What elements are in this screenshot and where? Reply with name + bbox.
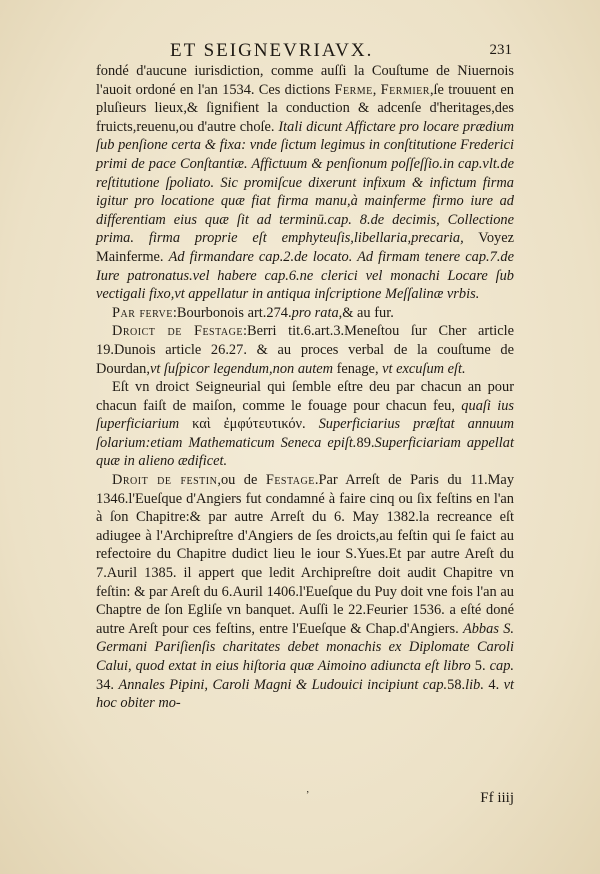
italic-run: cap. — [489, 658, 514, 674]
paragraph — [96, 378, 514, 471]
text-run: 4. — [483, 676, 504, 693]
paragraph — [96, 322, 514, 378]
text-run: Eſt vn droict Seigneurial qui ſemble eſtre deu par chacun an pour chacun faiſt de maiſon, comme le fouage pour chacun feu, — [96, 379, 514, 414]
text-run: 5. — [470, 658, 490, 674]
body-text — [96, 62, 514, 713]
text-run: :Berri tit.6.art.3.Meneſtou ſur Cher article 19.Dunois article 26.27. & au proces verbal de la couſtume de Dourdan, — [96, 323, 514, 377]
small-caps-run: Par ferve — [112, 304, 173, 321]
small-caps-run: Droit de festin — [112, 472, 218, 489]
small-caps-run: Festage — [265, 472, 315, 489]
text-run: 58. — [447, 676, 466, 693]
small-caps-run: Fermier — [380, 81, 430, 98]
page-number: 231 — [489, 42, 512, 58]
text-run: .Par Arreſt de Paris du 11.May 1346.l'Eueſque d'Angiers fut condamné à faire cinq ou ſix feſtins en l'an à ſon Chapitre:& par autre Arreſt du 6. May 1382.la recreance eſt adiugee à l'Archipreſtre d'Angiers de ſes droicts,au feſtin qui ſe faict au refectoire du Chapitre dudict lieu le iour S.Yues.Et par autre Areſt du 7.Auril 1385. il appert que ledit Archipreſtre doit audit Chapitre vn feſtin: & par Areſt du 6.Auril 1406.l'Eueſque du Puy doit vne fois l'an au Chaptre de ſon Egliſe vn banquet. Auſſi le 22.Feurier 1536. a eſté doné autre Areſt pour ces feſtins, entre l'Eueſque & Chap.d'Angiers. — [96, 472, 515, 637]
running-header — [170, 40, 512, 60]
text-run: , — [372, 81, 381, 98]
text-run: ,ou de — [217, 472, 266, 489]
text-run: :Bourbonois art.274. — [172, 304, 292, 321]
paragraph — [96, 471, 514, 713]
paragraph — [96, 304, 514, 323]
italic-run: Superficiarius præſtat annuum ſolarium:etiam Mathematicum Seneca epiſt. — [96, 416, 514, 451]
signature-mark: Ff iiij — [480, 790, 514, 806]
text-run: 89. — [356, 434, 375, 451]
text-run: ,ſe trouuent en pluſieurs lieux,& ſignifient la conduction & adcenſe d'heritages,des fruicts,reuenu,ou d'autre choſe. — [96, 81, 515, 135]
italic-run: Abbas S. Germani Pariſienſis charitates debet monachis ex Diplomate Caroli Calui, quod extat in eius hiſtoria quæ Aimoino adiuncta eſt libro — [96, 620, 514, 674]
text-run: fenage, — [333, 360, 383, 377]
italic-run: Ad firmandare cap.2.de locato. Ad firmam tenere cap.7.de Iure patronatus.vel habere cap.6.ne clerici vel monachi Locare ſub vectigali fixo,vt appellatur in antiqua inſcriptione Meſſalinæ vrbis. — [96, 248, 515, 303]
italic-run: vt hoc obiter mo- — [96, 676, 514, 712]
italic-run: pro rata — [291, 304, 339, 321]
paragraph — [96, 62, 514, 304]
text-run: fondé d'aucune iurisdiction, comme auſſi la Couſtume de Niuernois l'auoit ordoné en l'an 1534. Ces dictions — [96, 63, 514, 98]
text-run: ,& au fur. — [338, 304, 394, 321]
footer-mark: ʼ — [306, 790, 310, 801]
text-run: καὶ ἐμφύτευτικόν. — [179, 416, 319, 433]
running-title: ET SEIGNEVRIAVX. — [170, 40, 374, 61]
small-caps-run: Droict de Festage — [112, 323, 243, 340]
italic-run: quaſi ius ſuperficiarium — [96, 397, 514, 433]
italic-run: lib. — [465, 676, 484, 693]
small-caps-run: Ferme — [334, 81, 373, 98]
italic-run: vt excuſum eſt. — [382, 360, 466, 377]
italic-run: Itali dicunt Affictare pro locare prædium ſub penſione certa & fixa: vnde ſictum legimus in conſtitutione Frederici primi de pace Conſtantiæ. Affictuum & penſionum poſſeſſio.in cap.vlt.de reſtitutione ſpoliato. Sic promiſcue dixerunt infixum & infictum firma igitur pro locatione quæ fiat firma manu,à mainferme firmo iure ad differentiam eius quæ ſit ad terminū.cap. 8.de decimis, Collectione prima. firma proprie eſt emphyteuſis,libellaria,precaria, — [96, 118, 514, 247]
italic-run: Annales Pipini, Caroli Magni & Ludouici incipiunt cap. — [118, 676, 448, 693]
italic-run: Superficiariam appellat quæ in alieno ædificet. — [96, 434, 514, 470]
text-run: Voyez Mainferme. — [96, 230, 514, 265]
italic-run: vt ſuſpicor legendum,non autem — [149, 360, 333, 377]
text-run: 34. — [96, 676, 119, 693]
page-footer — [96, 790, 514, 810]
